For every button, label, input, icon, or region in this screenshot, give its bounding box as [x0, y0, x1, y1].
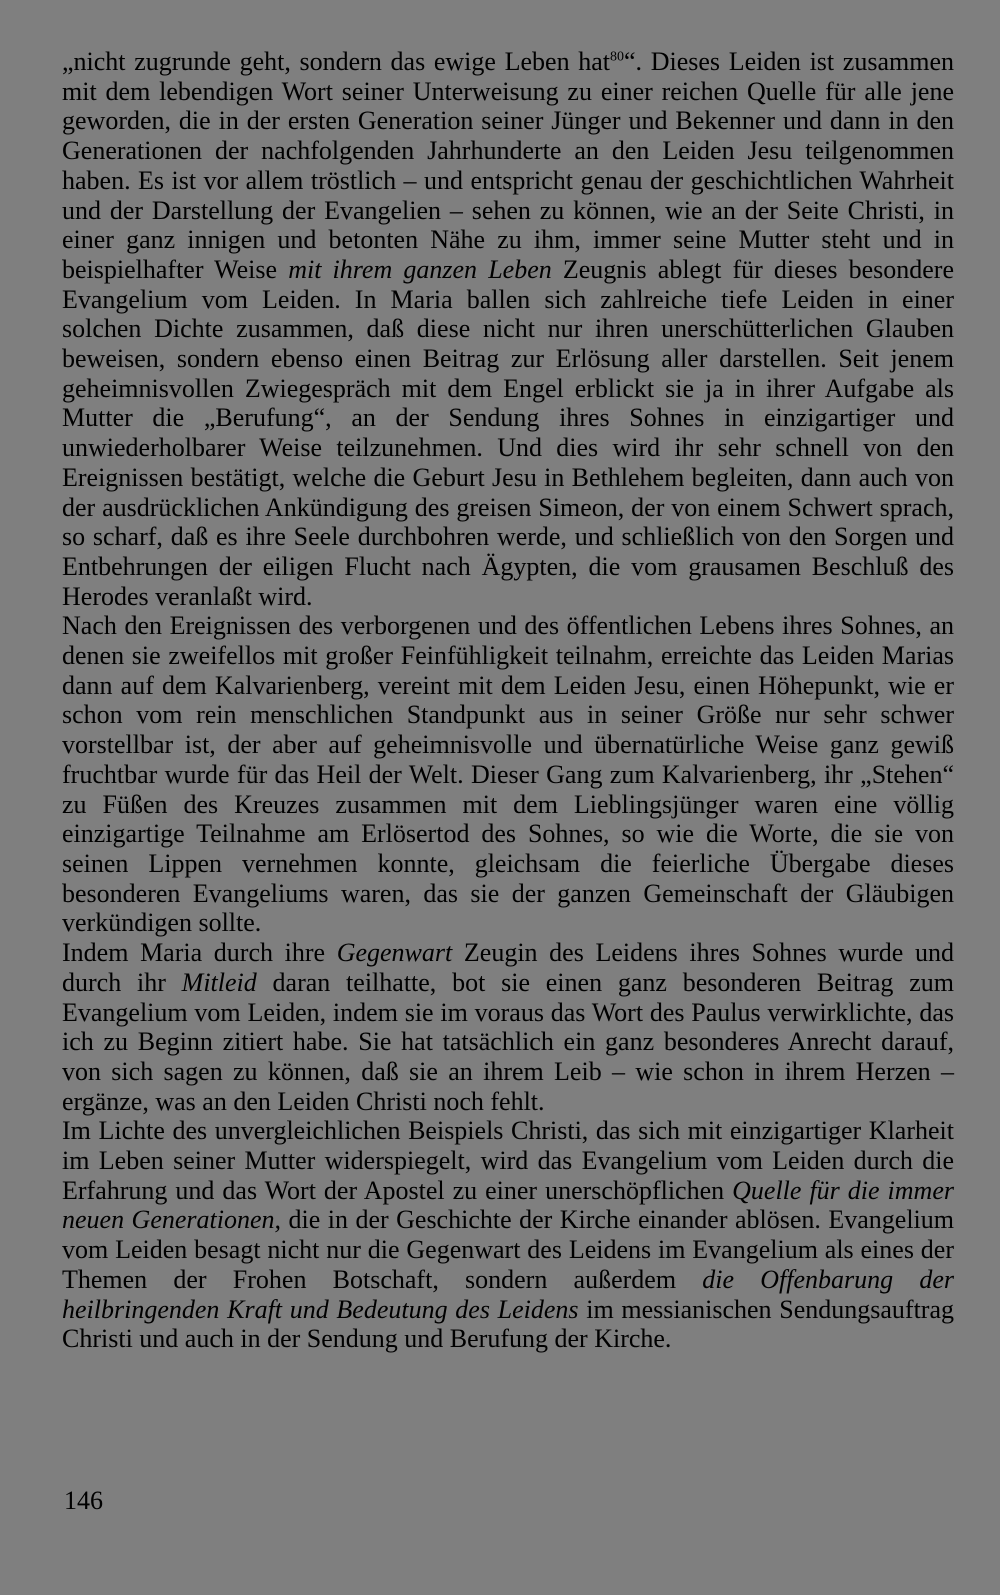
paragraph-1-text-1: „nicht zugrunde geht, sondern das ewige Leben hat [62, 47, 611, 76]
paragraph-3-italic-gegenwart: Gegenwart [336, 938, 453, 968]
paragraph-3 [62, 938, 954, 1116]
paragraph-1-italic-phrase: mit ihrem ganzen Leben [288, 254, 552, 284]
paragraph-2-text: Nach den Ereignissen des verborgenen und des öffentlichen Lebens ihres Sohnes, an denen sie zweifellos mit großer Feinfühligkeit teilnahm, erreichte das Leiden Marias dann auf dem Kalvarienberg, vereint mit dem Leiden Jesu, einen Höhepunkt, wie er schon vom rein menschlichen Standpunkt aus in seiner Größe nur sehr schwer vorstellbar ist, der aber auf geheimnisvolle und übernatürliche Weise ganz gewiß fruchtbar wurde für das Heil der Welt. Dieser Gang zum Kalvarienberg, ihr „Stehen“ zu Füßen des Kreuzes zusammen mit dem Lieblingsjünger waren eine völlig einzigartige Teilnahme am Erlösertod des Sohnes, so wie die Worte, die sie von seinen Lippen vernehmen konnte, gleichsam die feierliche Übergabe dieses besonderen Evangeliums waren, das sie der ganzen Gemeinschaft der Gläubigen verkündigen sollte. [62, 611, 954, 938]
paragraph-4-italic-quelle: Quelle für die immer neuen Generationen, [62, 1175, 954, 1235]
paragraph-1 [62, 47, 954, 611]
paragraph-1-text-3: Zeugnis ablegt für dieses besondere Evangelium vom Leiden. In Maria ballen sich zahlreiche tiefe Leiden in einer solchen Dichte zusammen, daß diese nicht nur ihren unerschütterlichen Glauben beweisen, sondern ebenso einen Beitrag zur Erlösung aller darstellen. Seit jenem geheimnisvollen Zwiegespräch mit dem Engel erblickt sie ja in ihrer Aufgabe als Mutter die „Berufung“, an der Sendung ihres Sohnes in einzigartiger und unwiederholbarer Weise teilzunehmen. Und dies wird ihr sehr schnell von den Ereignissen bestätigt, welche die Geburt Jesu in Bethlehem begleiten, dann auch von der ausdrücklichen Ankündigung des greisen Simeon, der von einem Schwert sprach, so scharf, daß es ihre Seele durchbohren werde, und schließlich von den Sorgen und Entbehrungen der eiligen Flucht nach Ägypten, die vom grausamen Beschluß des Herodes veranlaßt wird. [62, 254, 954, 611]
footnote-reference[interactable]: 80 [610, 49, 625, 65]
page-number: 146 [64, 1486, 103, 1515]
paragraph-3-text-1: Indem Maria durch ihre [62, 938, 337, 968]
document-body [62, 47, 954, 1354]
paragraph-4-text-2: die in der Geschichte der Kirche einander ablösen. Evangelium vom Leiden besagt nicht nur die Gegenwart des Leidens im Evangelium als eines der Themen der Frohen Botschaft, sondern außerdem [62, 1205, 955, 1294]
paragraph-1-text-2: “. Dieses Leiden ist zusammen mit dem lebendigen Wort seiner Unterweisung zu einer reichen Quelle für alle jene geworden, die in der ersten Generation seiner Jünger und Bekenner und dann in den Generationen der nachfolgenden Jahrhunderte an den Leiden Jesu teilgenommen haben. Es ist vor allem tröstlich – und entspricht genau der geschichtlichen Wahrheit und der Darstellung der Evangelien – sehen zu können, wie an der Seite Christi, in einer ganz innigen und betonten Nähe zu ihm, immer seine Mutter steht und in beispielhafter Weise [62, 47, 954, 284]
paragraph-3-italic-mitleid: Mitleid [181, 967, 257, 997]
paragraph-2 [62, 611, 954, 938]
paragraph-3-text-2: Zeugin des Leidens ihres Sohnes wurde und durch ihr [62, 938, 954, 997]
paragraph-3-text-3: daran teilhatte, bot sie einen ganz besonderen Beitrag zum Evangelium vom Leiden, indem sie im voraus das Wort des Paulus verwirklichte, das ich zu Beginn zitiert habe. Sie hat tatsächlich ein ganz besonderes Anrecht darauf, von sich sagen zu können, daß sie an ihrem Leib – wie schon in ihrem Herzen – ergänze, was an den Leiden Christi noch fehlt. [62, 967, 954, 1116]
paragraph-4-text-3: im messianischen Sendungsauftrag Christi und auch in der Sendung und Berufung der Kirche. [62, 1294, 954, 1354]
paragraph-4 [62, 1116, 954, 1354]
paragraph-4-text-1: Im Lichte des unvergleichlichen Beispiels Christi, das sich mit einzigartiger Klarheit im Leben seiner Mutter widerspiegelt, wird das Evangelium vom Leiden durch die Erfahrung und das Wort der Apostel zu einer unerschöpflichen [62, 1116, 954, 1205]
paragraph-4-italic-offenbarung: die Offenbarung der heilbringenden Kraft und Bedeutung des Leidens [62, 1264, 954, 1324]
